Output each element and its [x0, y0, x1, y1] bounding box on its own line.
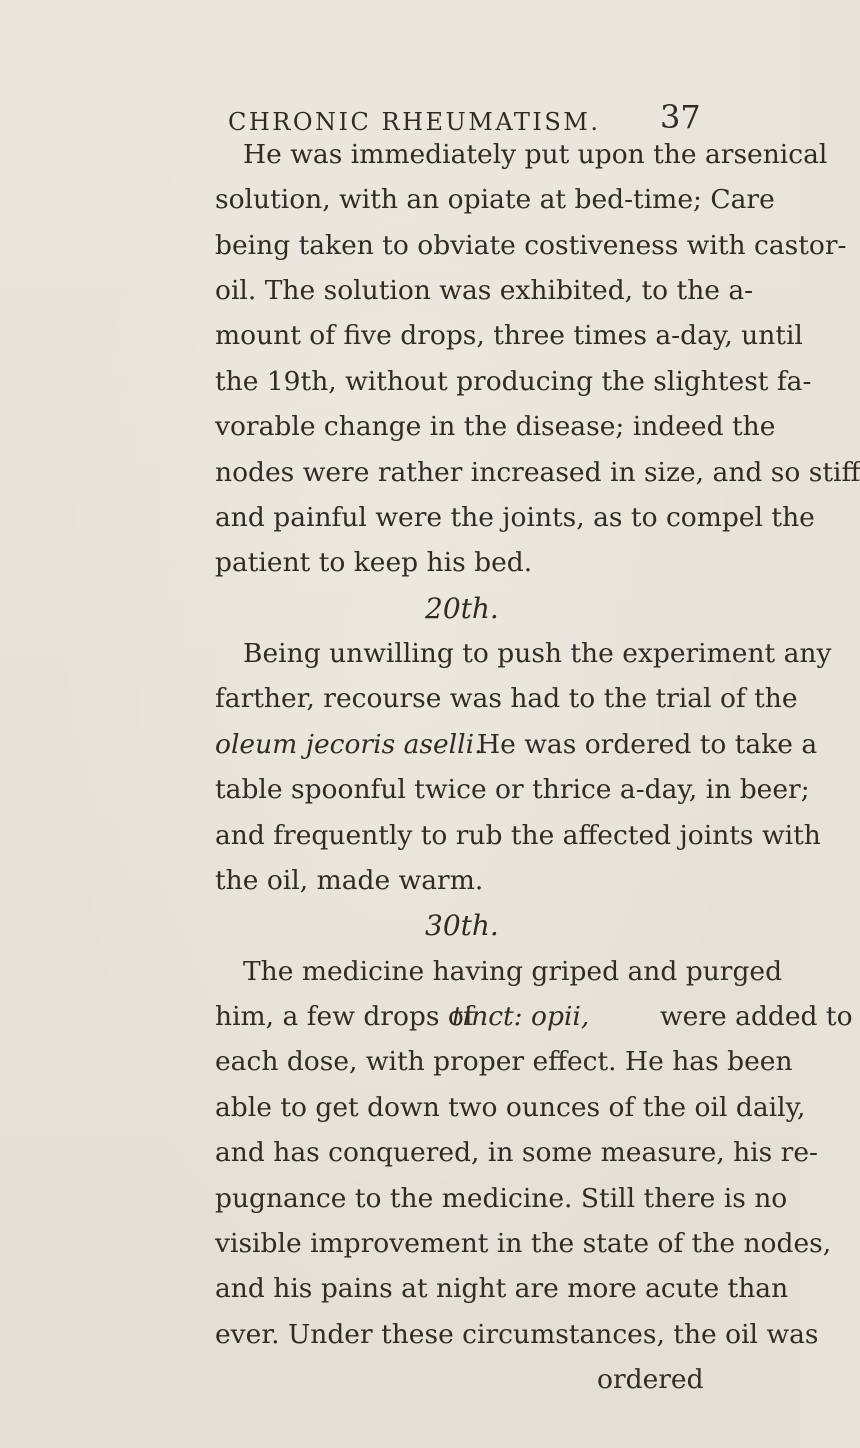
page-number: 37 [660, 98, 701, 136]
text-line: able to get down two ounces of the oil daily, [215, 1091, 806, 1123]
text-line: oil. The solution was exhibited, to the a- [215, 275, 754, 307]
text-line: ever. Under these circumstances, the oil was [215, 1318, 819, 1350]
text-line: and has conquered, in some measure, his re- [215, 1137, 818, 1169]
text-line: The medicine having griped and purged [243, 955, 783, 987]
text-line: vorable change in the disease; indeed the [215, 411, 776, 443]
text-line: visible improvement in the state of the nodes, [215, 1227, 832, 1259]
text-line: solution, with an opiate at bed-time; Care [215, 184, 775, 216]
text-line: being taken to obviate costiveness with castor- [215, 229, 847, 261]
running-title: CHRONIC RHEUMATISM. [228, 108, 601, 136]
text-line: mount of five drops, three times a-day, until [215, 320, 803, 352]
text-line: the oil, made warm. [215, 864, 484, 896]
latin-term: oleum jecoris aselli. [215, 728, 483, 760]
text-line: table spoonful twice or thrice a-day, in beer; [215, 774, 810, 806]
text-line: oleum jecoris aselli. He was ordered to take a [215, 728, 818, 760]
text-line: Being unwilling to push the experiment any [243, 638, 832, 670]
text-line: each dose, with proper effect. He has been [215, 1046, 793, 1078]
text-line: and frequently to rub the affected joints with [215, 819, 821, 851]
text-line: patient to keep his bed. [215, 547, 533, 579]
date-heading: 30th. [425, 909, 499, 943]
text-line: and his pains at night are more acute than [215, 1273, 789, 1305]
text-line: pugnance to the medicine. Still there is no [215, 1182, 788, 1214]
text-line: He was immediately put upon the arsenical [243, 139, 828, 170]
text-line: him, a few drops of tinct: opii, were added to [215, 1001, 853, 1033]
text-line: farther, recourse was had to the trial of the [215, 683, 798, 715]
catchword: ordered [597, 1364, 704, 1395]
text-line: the 19th, without producing the slightest fa- [215, 365, 812, 397]
text-line: and painful were the joints, as to compel the [215, 501, 815, 533]
date-heading: 20th. [425, 591, 499, 625]
text-line: nodes were rather increased in size, and so stiff [215, 456, 860, 488]
latin-term: tinct: opii, [452, 1001, 590, 1033]
